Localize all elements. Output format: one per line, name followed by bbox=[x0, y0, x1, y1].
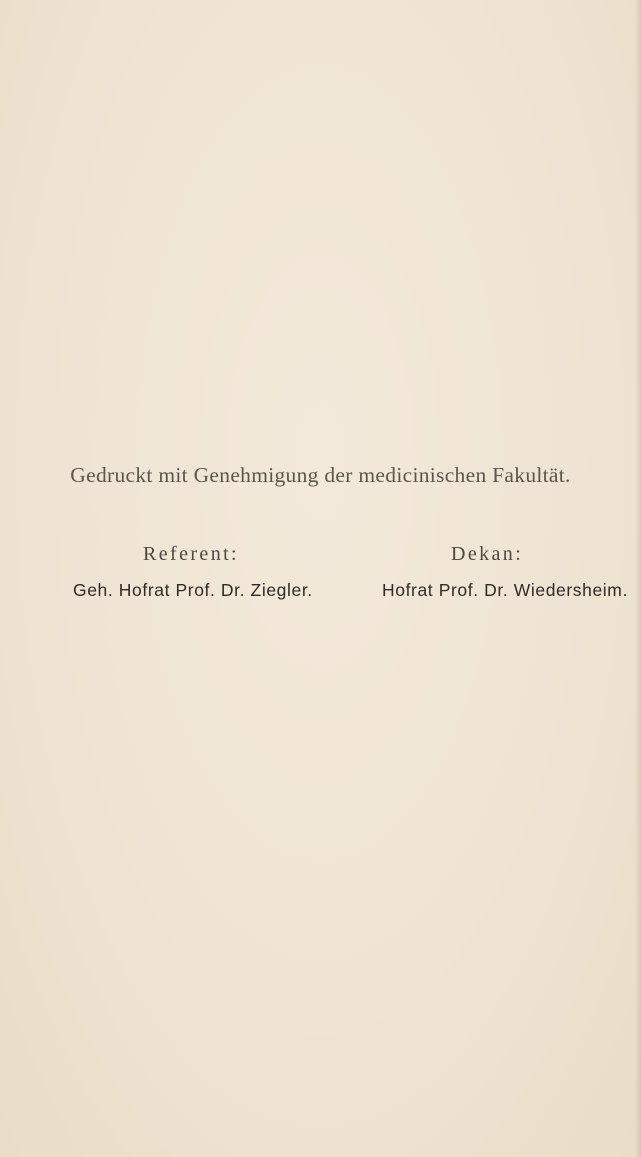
dekan-name: Hofrat Prof. Dr. Wiedersheim. bbox=[382, 580, 628, 600]
approval-statement: Gedruckt mit Genehmigung der medicinischen Fakultät. bbox=[70, 463, 571, 487]
referent-name: Geh. Hofrat Prof. Dr. Ziegler. bbox=[73, 580, 313, 600]
referent-label: Referent: bbox=[143, 543, 240, 565]
page-edge-shadow bbox=[635, 0, 641, 1157]
dekan-label: Dekan: bbox=[451, 543, 524, 565]
